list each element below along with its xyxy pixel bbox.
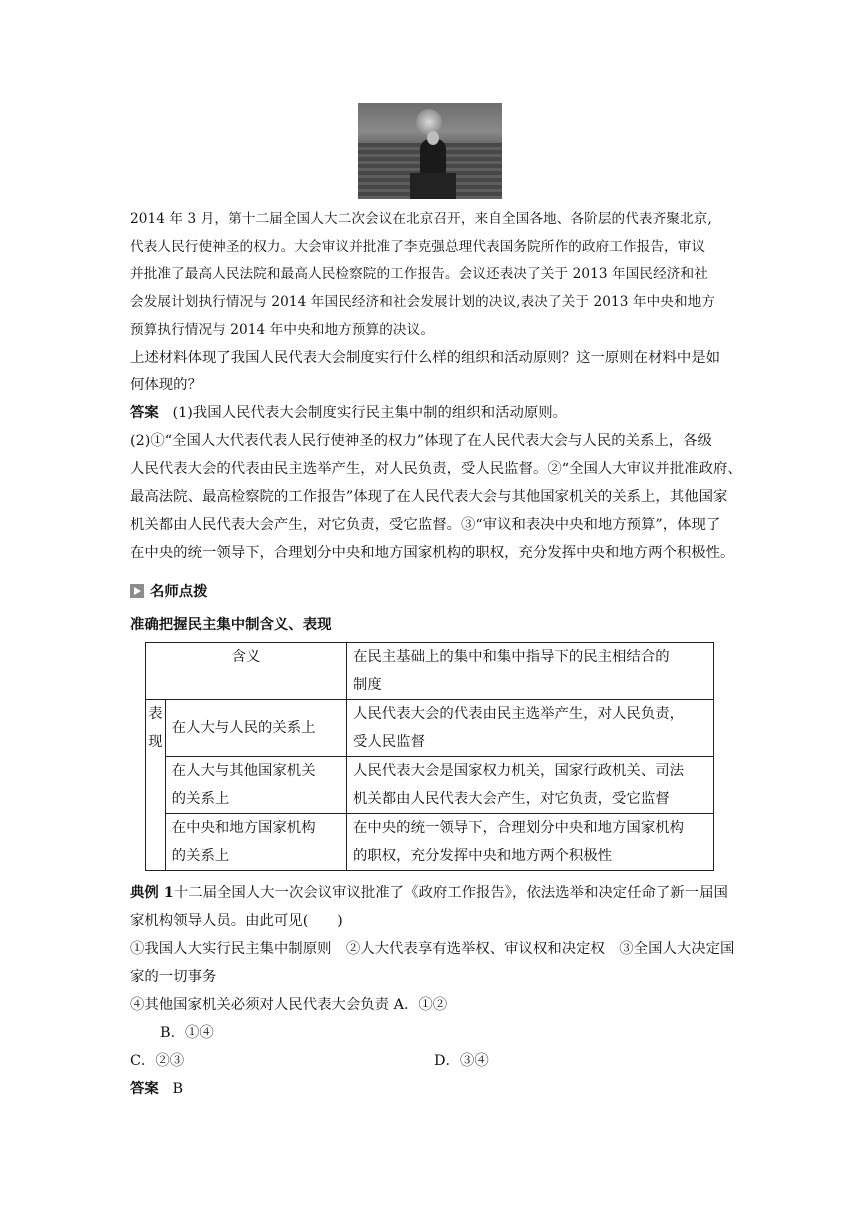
meaning-text-cell [347,643,714,700]
cell-line: 的职权，充分发挥中央和地方两个积极性 [353,848,613,864]
example-line: 家的一切事务 [130,969,217,985]
speaker-head [427,131,439,145]
cell-line: 机关都由人民代表大会产生，对它负责，受它监督 [353,791,670,807]
content-cell [347,757,714,814]
question-line: 上述材料体现了我国人民代表大会制度实行什么样的组织和活动原则？这一原则在材料中是如 [130,350,721,366]
perf-label-char: 表 [148,706,163,722]
answer-line: 机关都由人民代表大会产生，对它负责，受它监督。③“审议和表决中央和地方预算”，体现了 [130,517,721,533]
example-line: 家机构领导人员。由此可见( ) [130,913,343,929]
meaning-label-cell [146,643,347,700]
definition-table [145,642,714,871]
answer-text: (1)我国人民代表大会制度实行民主集中制的组织和活动原则。 [172,405,568,421]
table-title: 准确把握民主集中制含义、表现 [130,616,332,633]
section-title: 名师点拨 [150,583,208,600]
cell-line: 的关系上 [171,791,230,807]
perf-label-char: 现 [148,734,163,750]
table-row [146,814,714,871]
cell-line: 受人民监督 [353,734,425,750]
cell-line: 人民代表大会的代表由民主选举产生，对人民负责， [353,706,684,722]
play-triangle-icon [130,584,144,598]
cell-line: 制度 [353,677,382,693]
material-line: 并批准了最高人民法院和最高人民检察院的工作报告。会议还表决了关于 2013 年国民经济和社 [130,266,708,282]
answer-value: B [172,1081,184,1097]
aspect-cell [165,814,346,871]
cell-line: 在中央和地方国家机构 [171,820,316,836]
material-line: 预算执行情况与 2014 年中央和地方预算的决议。 [130,322,435,338]
example-label: 典例 1 [130,884,174,901]
example-line: ④其他国家机关必须对人民代表大会负责 A．①② [130,997,448,1013]
answer-line [130,401,567,425]
performance-label-cell [146,700,166,871]
example-text: 十二届全国人大一次会议审议批准了《政府工作报告》，依法选举和决定任命了新一届国 [173,885,728,901]
example-answer [130,1077,183,1101]
option-b: B．①④ [160,1025,214,1041]
material-line: 代表人民行使神圣的权力。大会审议并批准了李克强总理代表国务院所作的政府工作报告，审议 [130,239,706,255]
conference-photo [358,103,502,199]
question-line: 何体现的？ [130,377,202,393]
table-row [146,643,714,700]
cell-line: 在人大与人民的关系上 [171,720,316,736]
cell-line: 人民代表大会是国家权力机关，国家行政机关、司法 [353,763,684,779]
section-header [130,580,208,601]
aspect-cell [165,700,346,757]
answer-line: 人民代表大会的代表由民主选举产生，对人民负责，受人民监督。②“全国人大审议并批准政府、 [130,461,742,477]
example-line: ①我国人大实行民主集中制原则 ②人大代表享有选举权、审议权和决定权 ③全国人大决定国 [130,941,735,957]
cell-line: 在中央的统一领导下，合理划分中央和地方国家机构 [353,820,684,836]
content-cell [347,700,714,757]
podium [410,173,456,199]
table-row [146,700,714,757]
answer-label: 答案 [130,1080,159,1097]
meaning-label: 含义 [231,649,261,665]
answer-line: (2)①“全国人大代表代表人民行使神圣的权力”体现了在人民代表大会与人民的关系上，各级 [130,433,712,449]
cell-line: 在人大与其他国家机关 [171,763,316,779]
option-d: D．③④ [434,1053,489,1069]
content-cell [347,814,714,871]
option-c: C．②③ [130,1053,185,1069]
answer-line: 在中央的统一领导下，合理划分中央和地方国家机构的职权，充分发挥中央和地方两个积极性。 [130,545,735,561]
cell-line: 在民主基础上的集中和集中指导下的民主相结合的 [353,649,670,665]
answer-label: 答案 [130,404,159,421]
material-line: 会发展计划执行情况与 2014 年国民经济和社会发展计划的决议,表决了关于 2013 年中央和地方 [130,294,716,310]
aspect-cell [165,757,346,814]
answer-line: 最高法院、最高检察院的工作报告”体现了在人民代表大会与其他国家机关的关系上，其他国家 [130,489,728,505]
material-line: 2014 年 3 月，第十二届全国人大二次会议在北京召开，来自全国各地、各阶层的代表齐聚北京, [130,211,712,227]
example-line [130,881,728,905]
table-row [146,757,714,814]
cell-line: 的关系上 [171,848,230,864]
